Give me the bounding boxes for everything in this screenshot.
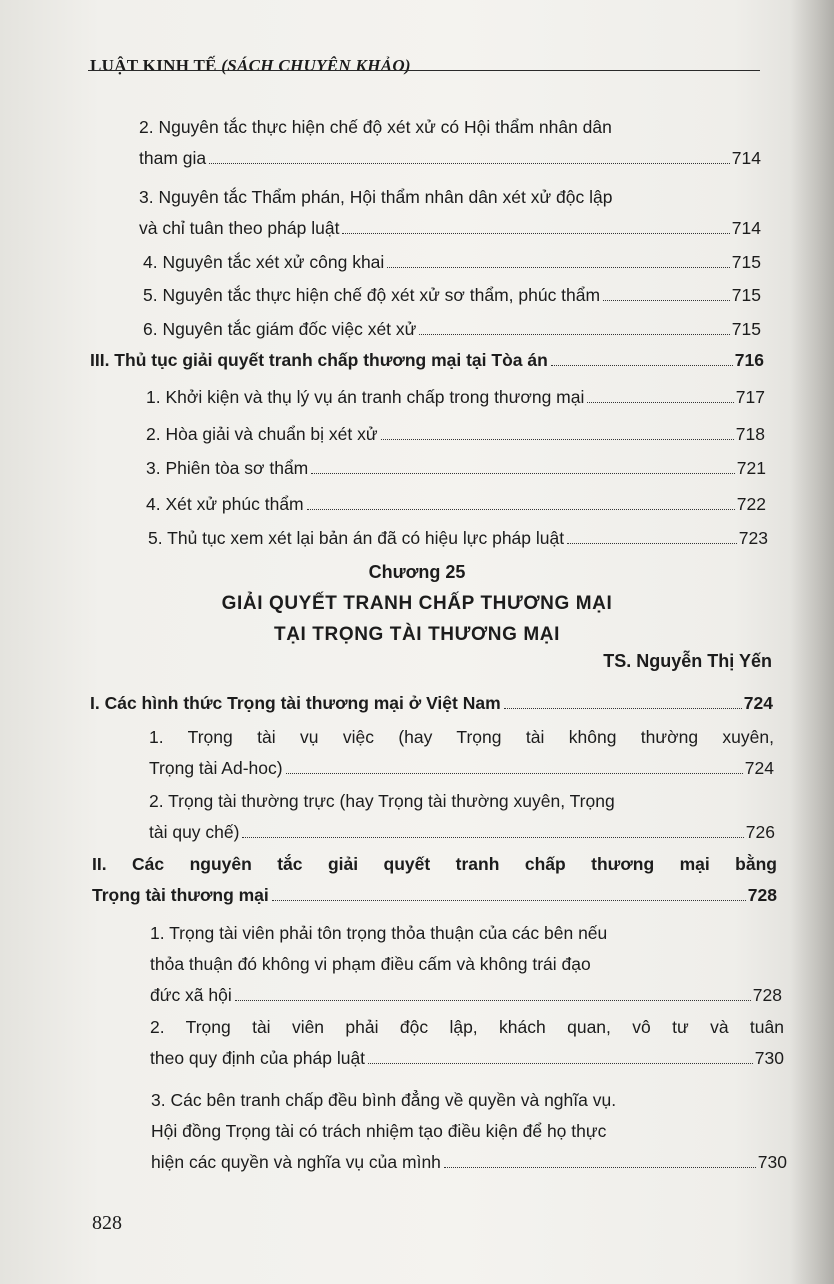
- toc-page-number: 726: [745, 822, 775, 842]
- toc-entry: [151, 1085, 787, 1178]
- toc-page-number: 728: [752, 985, 782, 1005]
- toc-entry-text: Trọng tài Ad-hoc): [149, 758, 283, 778]
- toc-section-entry: [90, 345, 764, 376]
- leader-dots: [387, 267, 730, 268]
- toc-page-number: 724: [744, 758, 774, 778]
- leader-dots: [342, 233, 729, 234]
- toc-entry: [146, 489, 766, 520]
- toc-entry-line: 1. Trọng tài viên phải tôn trọng thỏa thuận của các bên nếu: [150, 923, 608, 943]
- toc-entry-text: 6. Nguyên tắc giám đốc việc xét xử: [143, 319, 417, 339]
- leader-dots: [551, 365, 733, 366]
- leader-dots: [567, 543, 737, 544]
- toc-entry: [148, 523, 768, 554]
- toc-entry-text: I. Các hình thức Trọng tài thương mại ở Việt Nam: [90, 693, 501, 713]
- toc-page-number: 714: [731, 218, 761, 238]
- toc-page-number: 721: [736, 458, 766, 478]
- toc-page-number: 724: [743, 693, 773, 713]
- leader-dots: [307, 509, 735, 510]
- toc-entry-line: II. Các nguyên tắc giải quyết tranh chấp thương mại bằng: [92, 854, 777, 874]
- toc-entry-text: 1. Khởi kiện và thụ lý vụ án tranh chấp trong thương mại: [146, 387, 585, 407]
- toc-entry-text: theo quy định của pháp luật: [150, 1048, 366, 1068]
- toc-page-number: 715: [731, 285, 761, 305]
- toc-page-number: 718: [735, 424, 765, 444]
- chapter-label: Chương 25: [368, 562, 466, 582]
- leader-dots: [311, 473, 735, 474]
- header-rule: [88, 70, 760, 71]
- toc-entry-line: 3. Các bên tranh chấp đều bình đẳng về quyền và nghĩa vụ.: [151, 1090, 617, 1110]
- toc-page-number: 717: [735, 387, 765, 407]
- toc-entry-text: tham gia: [139, 148, 207, 168]
- leader-dots: [419, 334, 729, 335]
- toc-entry-line: 2. Trọng tài viên phải độc lập, khách quan, vô tư và tuân: [150, 1017, 784, 1037]
- toc-entry-line: thỏa thuận đó không vi phạm điều cấm và không trái đạo: [150, 954, 591, 974]
- header-title: LUẬT KINH TẾ: [90, 56, 217, 75]
- toc-entry-text: III. Thủ tục giải quyết tranh chấp thương mại tại Tòa án: [90, 350, 548, 370]
- toc-entry: [143, 280, 761, 311]
- toc-entry-line: 3. Nguyên tắc Thẩm phán, Hội thẩm nhân dân xét xử độc lập: [139, 187, 613, 207]
- toc-entry-line: 1. Trọng tài vụ việc (hay Trọng tài không thường xuyên,: [149, 727, 774, 747]
- leader-dots: [504, 708, 742, 709]
- toc-entry: [146, 382, 765, 413]
- toc-entry-line: Hội đồng Trọng tài có trách nhiệm tạo điều kiện để họ thực: [151, 1121, 607, 1141]
- chapter-author: TS. Nguyễn Thị Yến: [603, 651, 772, 671]
- toc-entry: [149, 786, 775, 848]
- toc-entry-text: 2. Hòa giải và chuẩn bị xét xử: [146, 424, 378, 444]
- toc-section-entry: [90, 688, 773, 719]
- toc-entry-text: 3. Phiên tòa sơ thẩm: [146, 458, 309, 478]
- leader-dots: [286, 773, 743, 774]
- leader-dots: [235, 1000, 751, 1001]
- leader-dots: [272, 900, 746, 901]
- toc-page-number: 723: [738, 528, 768, 548]
- chapter-title-line1: GIẢI QUYẾT TRANH CHẤP THƯƠNG MẠI: [221, 593, 613, 614]
- toc-page-number: 716: [734, 350, 764, 370]
- page-number: 828: [92, 1212, 122, 1234]
- toc-section-entry: [92, 849, 777, 911]
- toc-entry: [143, 247, 761, 278]
- toc-page-number: 714: [731, 148, 761, 168]
- toc-page-number: 728: [747, 885, 777, 905]
- leader-dots: [444, 1167, 756, 1168]
- toc-entry: [149, 722, 774, 784]
- toc-page-number: 715: [731, 252, 761, 272]
- toc-entry: [143, 314, 761, 345]
- toc-entry-text: 4. Nguyên tắc xét xử công khai: [143, 252, 385, 272]
- leader-dots: [587, 402, 733, 403]
- leader-dots: [381, 439, 734, 440]
- toc-entry-text: Trọng tài thương mại: [92, 885, 269, 905]
- toc-entry-text: 4. Xét xử phúc thẩm: [146, 494, 304, 514]
- chapter-title-line2: TẠI TRỌNG TÀI THƯƠNG MẠI: [274, 624, 560, 645]
- leader-dots: [603, 300, 730, 301]
- header-subtitle: (SÁCH CHUYÊN KHẢO): [221, 56, 411, 75]
- toc-entry-text: đức xã hội: [150, 985, 232, 1005]
- leader-dots: [242, 837, 743, 838]
- toc-entry: [139, 112, 761, 174]
- toc-entry-text: tài quy chế): [149, 822, 240, 842]
- toc-entry: [146, 419, 765, 450]
- toc-page-number: 722: [736, 494, 766, 514]
- toc-entry-text: và chỉ tuân theo pháp luật: [139, 218, 340, 238]
- toc-page-number: 730: [754, 1048, 784, 1068]
- toc-entry: [146, 453, 766, 484]
- toc-page-number: 715: [731, 319, 761, 339]
- toc-entry-text: 5. Thủ tục xem xét lại bản án đã có hiệu lực pháp luật: [148, 528, 565, 548]
- toc-entry-text: hiện các quyền và nghĩa vụ của mình: [151, 1152, 441, 1172]
- toc-entry: [139, 182, 761, 244]
- running-header: [90, 56, 411, 76]
- leader-dots: [209, 163, 730, 164]
- toc-entry: [150, 1012, 784, 1074]
- toc-entry-text: 5. Nguyên tắc thực hiện chế độ xét xử sơ thẩm, phúc thẩm: [143, 285, 601, 305]
- toc-entry: [150, 918, 782, 1011]
- toc-entry-line: 2. Nguyên tắc thực hiện chế độ xét xử có Hội thẩm nhân dân: [139, 117, 612, 137]
- toc-page-number: 730: [757, 1152, 787, 1172]
- toc-entry-line: 2. Trọng tài thường trực (hay Trọng tài thường xuyên, Trọng: [149, 791, 615, 811]
- leader-dots: [368, 1063, 753, 1064]
